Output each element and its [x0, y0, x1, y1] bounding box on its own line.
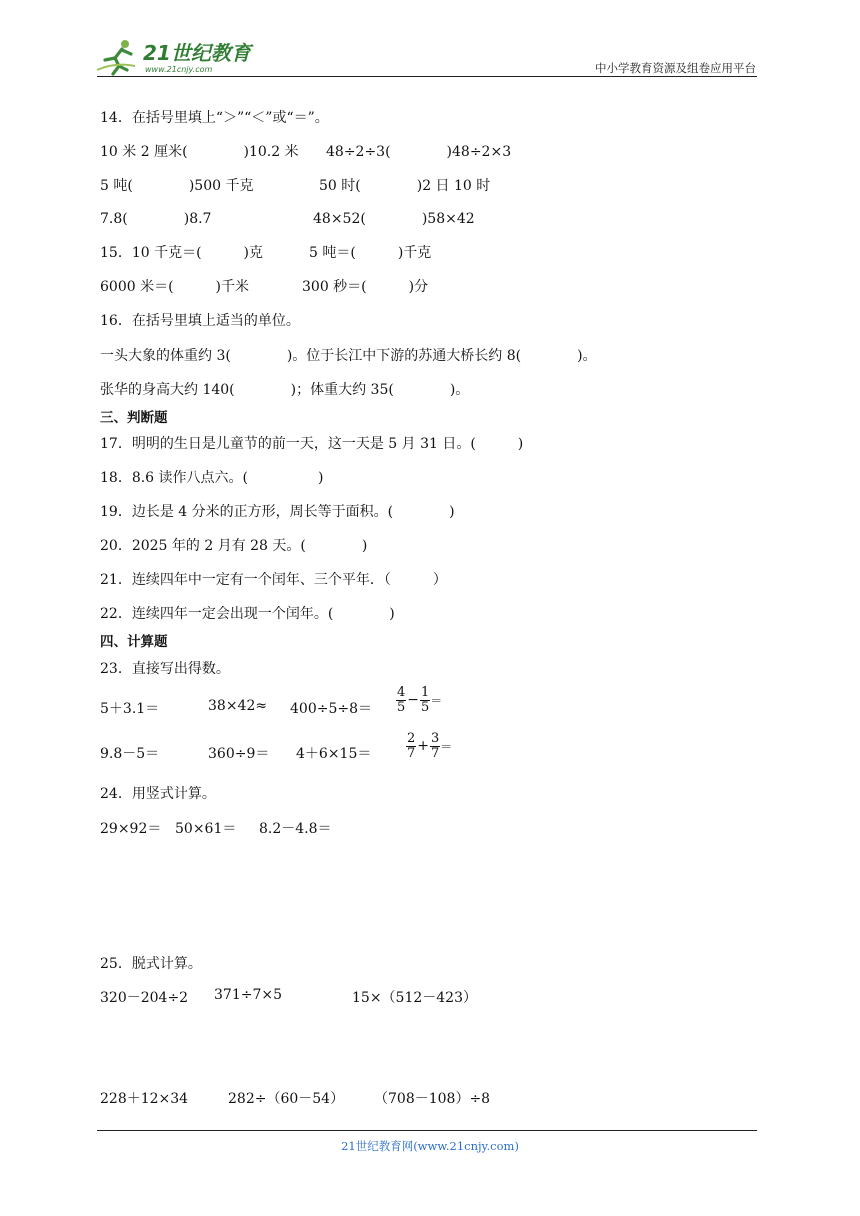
q23-item: 9.8－5＝ [100, 746, 160, 762]
fraction: $\frac{1}{5}$ [421, 685, 430, 715]
q24-item: 29×92＝ [100, 821, 162, 837]
logo [95, 36, 255, 76]
q14-item: 48÷2÷3( )48÷2×3 [326, 144, 512, 160]
q24-item: 50×61＝ [175, 821, 237, 837]
header-platform-name: 中小学教育资源及组卷应用平台 [595, 61, 756, 75]
q14-title: 14．在括号里填上“＞”“＜”或“＝”。 [100, 110, 329, 126]
q23-item: 4＋6×15＝ [296, 746, 372, 762]
q14-item: 10 米 2 厘米( )10.2 米 [100, 144, 299, 160]
q25-item: 282÷（60－54） [228, 1091, 345, 1107]
q24-title: 24．用竖式计算。 [100, 786, 216, 802]
fraction: $\frac{3}{7}$ [431, 731, 440, 761]
judge-item: 18．8.6 读作八点六。( ) [100, 470, 324, 486]
q14-item: 5 吨( )500 千克 [100, 178, 254, 194]
q15-item: 6000 米＝( )千米 [100, 279, 250, 295]
q25-title: 25．脱式计算。 [100, 956, 202, 972]
q16-title: 16．在括号里填上适当的单位。 [100, 313, 300, 329]
runner-icon [97, 40, 135, 74]
logo-text: 21世纪教育 [143, 41, 251, 65]
q23-fraction-item [406, 732, 452, 760]
fraction: $\frac{4}{5}$ [397, 685, 406, 715]
operator: − [407, 692, 420, 709]
q23-fraction-item [396, 686, 442, 714]
judge-item: 22．连续四年一定会出现一个闰年。( ) [100, 606, 395, 622]
q25-item: 320－204÷2 [100, 990, 189, 1006]
equals-sign: ＝ [430, 693, 443, 708]
q16-item: 一头大象的体重约 3( )。位于长江中下游的苏通大桥长约 8( )。 [100, 348, 597, 364]
q14-item: 7.8( )8.7 [100, 211, 212, 227]
logo-url: www.21cnjy.com [145, 65, 213, 74]
judge-item: 21．连续四年中一定有一个闰年、三个平年．（ ） [100, 572, 447, 588]
q15-item: 15．10 千克＝( )克 [100, 245, 264, 261]
q15-item: 5 吨＝( )千克 [309, 245, 432, 261]
equals-sign: ＝ [440, 739, 453, 754]
q23-title: 23．直接写出得数。 [100, 661, 230, 677]
q25-item: （708－108）÷8 [374, 1091, 491, 1107]
q23-item: 5＋3.1＝ [100, 701, 160, 717]
q25-item: 228＋12×34 [100, 1091, 189, 1107]
footer-divider [97, 1130, 757, 1131]
section-heading: 四、计算题 [100, 634, 168, 650]
q23-item: 38×42≈ [208, 698, 268, 714]
q14-item: 48×52( )58×42 [313, 211, 475, 227]
q24-item: 8.2－4.8＝ [259, 821, 332, 837]
q23-item: 400÷5÷8＝ [290, 701, 372, 717]
q25-item: 15×（512－423） [352, 990, 477, 1006]
fraction: $\frac{2}{7}$ [407, 731, 416, 761]
section-heading: 三、判断题 [100, 410, 168, 426]
operator: + [417, 738, 430, 755]
judge-item: 20．2025 年的 2 月有 28 天。( ) [100, 538, 368, 554]
q23-item: 360÷9＝ [208, 746, 270, 762]
footer-link[interactable]: 21世纪教育网(www.21cnjy.com) [341, 1139, 519, 1153]
q16-item: 张华的身高大约 140( )；体重大约 35( )。 [100, 382, 470, 398]
judge-item: 17．明明的生日是儿童节的前一天，这一天是 5 月 31 日。( ) [100, 436, 524, 452]
header-divider [97, 76, 757, 77]
q15-item: 300 秒＝( )分 [302, 279, 429, 295]
q25-item: 371÷7×5 [214, 987, 282, 1003]
q14-item: 50 时( )2 日 10 时 [319, 178, 491, 194]
judge-item: 19．边长是 4 分米的正方形，周长等于面积。( ) [100, 504, 455, 520]
